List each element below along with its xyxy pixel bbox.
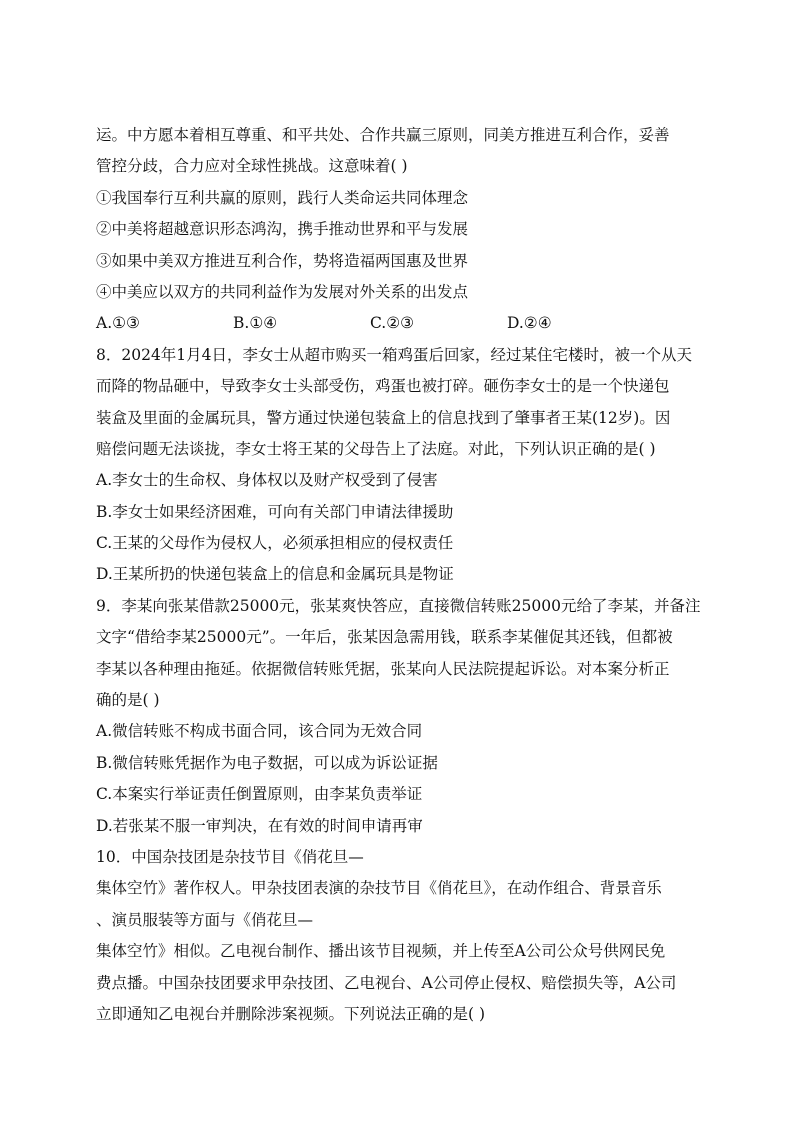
q10-stem-line: 10．中国杂技团是杂技节目《俏花旦— — [96, 847, 364, 866]
q10-stem-line: 集体空竹》著作权人。甲杂技团表演的杂技节目《俏花旦》，在动作组合、背景音乐 — [96, 879, 662, 898]
q7-option-b: B.①④ — [233, 314, 278, 333]
q8-stem-line: 而降的物品砸中，导致李女士头部受伤，鸡蛋也被打碎。砸伤李女士的是一个快递包 — [96, 377, 670, 396]
q8-option-c: C.王某的父母作为侵权人，必须承担相应的侵权责任 — [96, 534, 454, 553]
q9-stem-line: 文字“借给李某25000元”。一年后，张某因急需用钱，联系李某催促其还钱，但都被 — [96, 628, 673, 647]
q8-stem-line: 8．2024年1月4日，李女士从超市购买一箱鸡蛋后回家，经过某住宅楼时，被一个从天 — [96, 345, 693, 364]
q7-statement: ④中美应以双方的共同利益作为发展对外关系的出发点 — [96, 282, 469, 301]
q9-option-a: A.微信转账不构成书面合同，该合同为无效合同 — [96, 722, 423, 741]
q9-stem-line: 确的是( ) — [96, 691, 160, 710]
q7-statement: ②中美将超越意识形态鸿沟，携手推动世界和平与发展 — [96, 220, 469, 239]
q7-option-a: A.①③ — [96, 314, 140, 333]
q9-stem-line: 李某以各种理由拖延。依据微信转账凭据，张某向人民法院提起诉讼。对本案分析正 — [96, 659, 670, 678]
q8-option-b: B.李女士如果经济困难，可向有关部门申请法律援助 — [96, 502, 454, 521]
question-9 — [96, 591, 706, 842]
q9-stem-line: 9．李某向张某借款25000元，张某爽快答应，直接微信转账25000元给了李某，并备注 — [96, 596, 701, 615]
question-7 — [96, 120, 706, 340]
q7-statement: ①我国奉行互利共赢的原则，践行人类命运共同体理念 — [96, 188, 469, 207]
q8-option-d: D.王某所扔的快递包装盒上的信息和金属玩具是物证 — [96, 565, 454, 584]
document-page — [96, 120, 706, 1030]
q10-stem-line: 费点播。中国杂技团要求甲杂技团、乙电视台、A公司停止侵权、赔偿损失等，A公司 — [96, 973, 677, 992]
q8-stem-line: 赔偿问题无法谈拢，李女士将王某的父母告上了法庭。对此，下列认识正确的是( ) — [96, 439, 656, 458]
q7-options — [96, 308, 706, 339]
q8-option-a: A.李女士的生命权、身体权以及财产权受到了侵害 — [96, 471, 438, 490]
q10-stem-line: 集体空竹》相似。乙电视台制作、播出该节目视频，并上传至A公司公众号供网民免 — [96, 942, 666, 961]
q7-option-d: D.②④ — [507, 314, 552, 333]
q7-stem-line: 管控分歧，合力应对全球性挑战。这意味着( ) — [96, 157, 408, 176]
q9-option-b: B.微信转账凭据作为电子数据，可以成为诉讼证据 — [96, 753, 438, 772]
q8-stem-line: 装盒及里面的金属玩具，警方通过快递包装盒上的信息找到了肇事者王某(12岁)。因 — [96, 408, 671, 427]
question-8 — [96, 340, 706, 591]
q7-stem-line: 运。中方愿本着相互尊重、和平共处、合作共赢三原则，同美方推进互利合作，妥善 — [96, 126, 670, 144]
q7-statement: ③如果中美双方推进互利合作，势将造福两国惠及世界 — [96, 251, 469, 270]
q10-stem-line: 、演员服装等方面与《俏花旦— — [96, 910, 314, 929]
q9-option-d: D.若张某不服一审判决，在有效的时间申请再审 — [96, 816, 423, 835]
q9-option-c: C.本案实行举证责任倒置原则，由李某负责举证 — [96, 785, 423, 804]
q10-stem-line: 立即通知乙电视台并删除涉案视频。下列说法正确的是( ) — [96, 1004, 486, 1023]
q7-option-c: C.②③ — [370, 314, 415, 333]
question-10 — [96, 842, 706, 1030]
